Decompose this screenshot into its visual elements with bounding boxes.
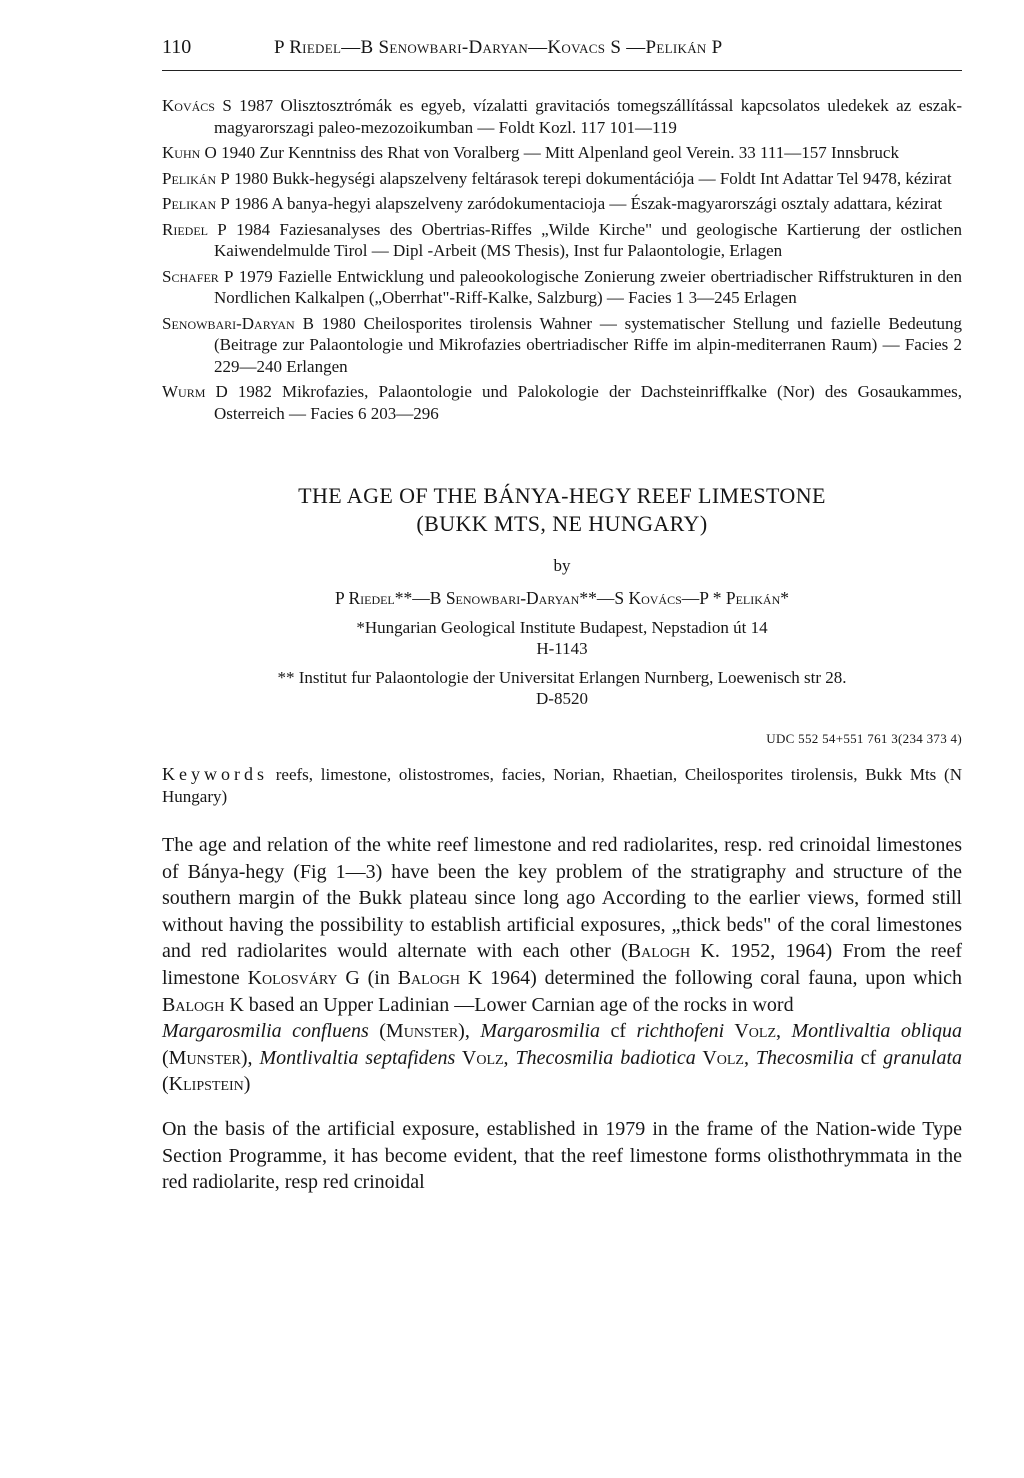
reference-text: 1987 Olisztosztrómák es egyeb, vízalatti gravitaciós tomegszállítással kapcsolatos uledekek az eszak-magyarorszagi paleo-mezozoikumban — Foldt Kozl. 117 101—119 xyxy=(214,96,962,137)
reference-text: 1940 Zur Kenntniss des Rhat von Voralberg — Mitt Alpenland geol Verein. 33 111—157 Innsbruck xyxy=(216,143,899,162)
reference-author: Senowbari-Daryan B xyxy=(162,313,314,333)
citation: Kolosváry G xyxy=(247,966,360,989)
reference-author: Riedel P xyxy=(162,219,227,239)
species-author: (Munster), xyxy=(368,1020,481,1043)
reference-item xyxy=(162,95,962,138)
reference-item xyxy=(162,193,962,215)
reference-item xyxy=(162,313,962,378)
text-span: The age and relation of the white reef limestone and red radiolarites, resp. red crinoidal limestones of Bánya-hegy (Fig 1—3) have been the key problem of the stratigraphy and structure of the southern margin of the Bukk plateau since long ago According to the earlier views, formed still without having the possibility to establish artificial exposures, „thick beds" of the coral limestones and red radiolarites would alternate with each other ( xyxy=(162,834,962,963)
species-name: granulata xyxy=(883,1046,963,1069)
title-line-2: (BUKK MTS, NE HUNGARY) xyxy=(416,511,708,536)
affiliation-1 xyxy=(162,617,962,659)
affiliation-2 xyxy=(162,667,962,709)
citation: Balogh K. xyxy=(627,940,720,963)
species-list xyxy=(162,1018,962,1098)
reference-item xyxy=(162,168,962,190)
species-author: Volz, xyxy=(455,1046,516,1069)
reference-author: Pelikan P xyxy=(162,194,230,213)
text-span: (in xyxy=(359,966,398,989)
page-number: 110 xyxy=(162,36,192,58)
affiliation-1-postcode: H-1143 xyxy=(536,639,588,658)
species-name: richthofeni xyxy=(636,1020,725,1043)
article-title xyxy=(162,482,962,538)
paragraph-1 xyxy=(162,832,962,1018)
reference-item xyxy=(162,142,962,164)
authors-text: P Riedel**—B Senowbari-Daryan**—S Kovács—P * Pelikán* xyxy=(334,588,789,608)
body-text xyxy=(162,832,962,1196)
affiliation-2-postcode: D-8520 xyxy=(536,689,588,708)
text-span: 1952, 1964) From the reef limestone xyxy=(162,940,963,989)
reference-author: Pelikán P xyxy=(162,168,230,188)
keywords-label: Keywords xyxy=(162,764,268,784)
reference-author: Wurm D xyxy=(162,382,228,401)
running-title: P Riedel—B Senowbari-Daryan—Kovacs S —Pelikán P xyxy=(274,37,723,58)
reference-text: 1984 Faziesanalyses des Obertrias-Riffes „Wilde Kirche" und geologische Kartierung der ostlichen Kaiwendelmulde Tirol — Dipl -Arbeit (MS Thesis), Inst fur Palaontologie, Erlagen xyxy=(214,219,963,260)
reference-list xyxy=(162,95,962,424)
reference-author: Kovács S xyxy=(162,96,232,115)
text-span: cf xyxy=(853,1046,884,1069)
reference-text: 1980 Bukk-hegységi alapszelveny feltárasok terepi dokumentációja — Foldt Int Adattar Tel 9478, kézirat xyxy=(229,168,952,188)
author-list xyxy=(162,588,962,609)
species-name: Thecosmilia badiotica xyxy=(515,1046,696,1069)
title-line-1: THE AGE OF THE BÁNYA-HEGY REEF LIMESTONE xyxy=(298,483,826,508)
citation: Balogh K xyxy=(162,993,244,1016)
by-line: by xyxy=(553,556,571,575)
species-author: Volz, xyxy=(724,1020,792,1043)
species-name: Montlivaltia septafidens xyxy=(259,1046,456,1069)
reference-author: Schafer P xyxy=(162,266,234,286)
running-head xyxy=(162,36,962,71)
reference-text: 1980 Cheilosporites tirolensis Wahner — systematischer Stellung und fazielle Bedeutung (Beitrage zur Palaontologie und Mikrofazies obertriadischer Riffe im alpin-mediterranen Raum) — Facies 2 229—240 Erlangen xyxy=(214,313,962,376)
species-name: Margarosmilia xyxy=(480,1020,600,1043)
page xyxy=(162,36,962,1196)
text-span: 1964) determined the following coral fauna, upon which xyxy=(482,966,963,989)
affiliation-2-address: ** Institut fur Palaontologie der Universitat Erlangen Nurnberg, Loewenisch str 28. xyxy=(277,668,847,687)
reference-text: 1986 A banya-hegyi alapszelveny zaródokumentacioja — Észak-magyarországi osztaly adattara, kézirat xyxy=(229,194,943,213)
species-author: (Munster), xyxy=(162,1046,260,1069)
reference-item xyxy=(162,219,962,262)
species-name: Margarosmilia confluens xyxy=(162,1020,369,1043)
udc-code: UDC 552 54+551 761 3(234 373 4) xyxy=(766,731,962,746)
article-header xyxy=(162,482,962,709)
keywords xyxy=(162,763,962,808)
species-author: Volz, xyxy=(695,1046,756,1069)
species-author: (Klipstein) xyxy=(162,1073,251,1096)
reference-text: 1979 Fazielle Entwicklung und paleookologische Zonierung zweier obertriadischer Riffstrukturen in den Nordlichen Kalkalpen („Oberrhat"-Riff-Kalke, Salzburg) — Facies 1 3—245 Erlagen xyxy=(214,266,962,307)
paragraph-2: On the basis of the artificial exposure, established in 1979 in the frame of the Nation-wide Type Section Programme, it has become evident, that the reef limestone forms olisthothrymmata in the red radiolarite, resp red crinoidal xyxy=(162,1117,962,1194)
reference-item xyxy=(162,266,962,309)
keywords-text: reefs, limestone, olistostromes, facies, Norian, Rhaetian, Cheilosporites tirolensis, Bukk Mts (N Hungary) xyxy=(162,765,962,806)
citation: Balogh K xyxy=(397,966,483,989)
affiliation-1-address: *Hungarian Geological Institute Budapest, Nepstadion út 14 xyxy=(356,618,768,637)
text-span: cf xyxy=(599,1020,637,1043)
reference-author: Kuhn O xyxy=(162,143,217,162)
species-name: Montlivaltia obliqua xyxy=(791,1020,962,1043)
reference-text: 1982 Mikrofazies, Palaontologie und Palokologie der Dachsteinriffkalke (Nor) des Gosaukammes, Osterreich — Facies 6 203—296 xyxy=(214,382,962,423)
species-name: Thecosmilia xyxy=(755,1046,854,1069)
reference-item xyxy=(162,381,962,424)
text-span: based an Upper Ladinian —Lower Carnian age of the rocks in word xyxy=(243,993,794,1016)
